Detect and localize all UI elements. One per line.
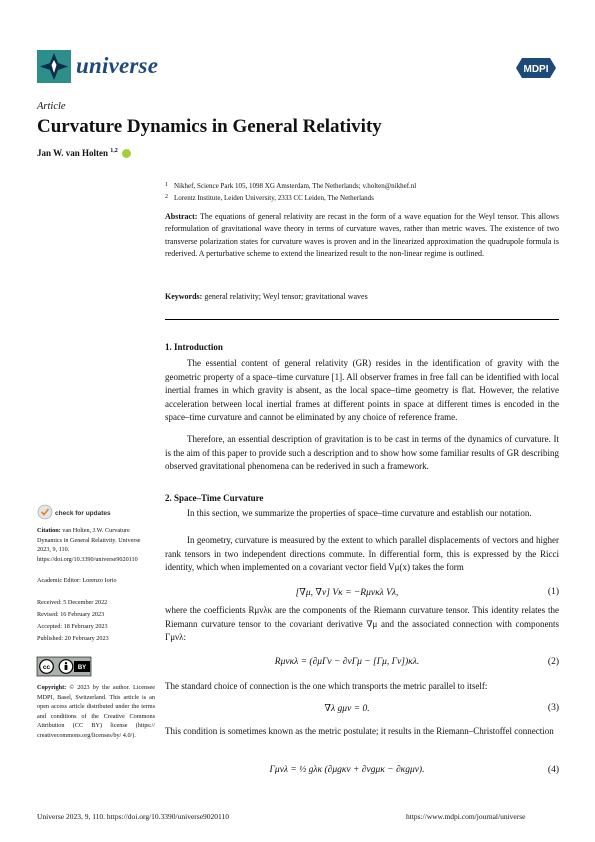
sec2-paragraph-5: This condition is sometimes known as the metric postulate; it results in the Riemann–Christoffel connection — [165, 726, 554, 736]
published-date: Published: 20 February 2023 — [37, 635, 109, 642]
author-sup: 1,2 — [110, 148, 118, 154]
keywords — [165, 292, 559, 301]
equation-3: ∇λ gμν = 0. (3) — [324, 703, 559, 714]
sec2-paragraph-4: The standard choice of connection is the one which transports the metric parallel to itself: — [165, 681, 488, 691]
copyright-label: Copyright: — [37, 684, 67, 691]
svg-text:cc: cc — [42, 664, 51, 671]
divider — [165, 319, 559, 320]
orcid-icon[interactable] — [122, 149, 131, 158]
journal-name: universe — [76, 53, 159, 78]
mdpi-logo-icon — [516, 58, 556, 78]
sec2-paragraph-3: where the coefficients Rμνλκ are the components of the Riemann curvature tensor. This identity relates the Riemann curvature tensor to the covariant derivative ∇μ and the associated connection with components Γμνλ: — [165, 605, 559, 642]
svg-text:check for updates: check for updates — [55, 510, 111, 517]
equation-1: [∇μ, ∇ν] Vκ = −Rμνκλ Vλ, (1) — [295, 587, 559, 598]
author-name: Jan W. van Holten — [37, 148, 109, 158]
cc-by-license-icon[interactable] — [37, 657, 91, 676]
copyright — [37, 683, 155, 741]
keywords-text: general relativity; Weyl tensor; gravitational waves — [204, 292, 368, 301]
keywords-label: Keywords: — [165, 292, 203, 301]
affiliation-1: 1 Nikhef, Science Park 105, 1098 XG Amsterdam, The Netherlands; v.holten@nikhef.nl — [165, 182, 417, 190]
universe-logo-icon — [37, 50, 71, 83]
revised-date: Revised: 16 February 2023 — [37, 611, 105, 618]
check-for-updates-badge[interactable] — [37, 502, 111, 522]
academic-editor: Academic Editor: Lorenzo Iorio — [37, 577, 117, 584]
accepted-date: Accepted: 18 February 2023 — [37, 623, 108, 630]
abstract — [165, 211, 559, 261]
equation-4: Γμνλ = ½ gλκ (∂μgκν + ∂νgμκ − ∂κgμν). (4) — [269, 765, 559, 775]
intro-paragraph-1: The essential content of general relativity (GR) resides in the identification of gravity with the geometric property of a space–time curvature [1]. All observer frames in free fall can be identified with local inertial frames in which gravity is absent, as the local space–time geometry is flat. However, the relative acceleration between local inertial frames at different points in space at different times is encoded in the space–time curvature and cannot be eliminated by any choice of reference frame. — [165, 358, 559, 422]
citation-text: van Holten, J.W. Curvature Dynamics in General Relativity. Universe 2023, 9, 110. https://doi.org/10.3390/universe9020110 — [37, 527, 141, 563]
page-title: Curvature Dynamics in General Relativity — [37, 116, 382, 137]
svg-text:BY: BY — [77, 665, 87, 671]
svg-text:MDPI: MDPI — [523, 64, 549, 75]
sec2-paragraph-1: In this section, we summarize the properties of space–time curvature and establish our notation. — [187, 508, 532, 518]
authors — [37, 148, 131, 158]
citation — [37, 526, 155, 564]
abstract-text: The equations of general relativity are recast in the form of a wave equation for the Weyl tensor. This allows reformulation of gravitational wave theory in terms of curvature waves, rather than metric waves. The existence of two transverse polarization states for curvature waves is proven and in the linearized approximation the quadrupole formula is rederived. A perturbative scheme to extend the linearized result to the non-linear regime is outlined. — [165, 212, 559, 259]
copyright-text: © 2023 by the author. Licensee MDPI, Basel, Switzerland. This article is an open access article distributed under the terms and conditions of the Creative Commons Attribution (CC BY) license (https:// creativecommons.org/licenses/by/ 4.0/). — [37, 684, 156, 740]
footer-journal-link[interactable]: https://www.mdpi.com/journal/universe — [406, 812, 526, 821]
article-type: Article — [37, 101, 66, 112]
citation-label: Citation: — [37, 527, 61, 534]
equation-2: Rμνκλ = (∂μΓν − ∂νΓμ − [Γμ, Γν])κλ. (2) — [274, 657, 559, 667]
affiliation-2: 2 Lorentz Institute, Leiden University, 2333 CC Leiden, The Netherlands — [165, 194, 374, 202]
abstract-label: Abstract: — [165, 212, 198, 221]
sec2-paragraph-2: In geometry, curvature is measured by the extent to which parallel displacements of vectors and higher rank tensors in two independent directions commute. In differential form, this is expressed by the Ricci identity, which when implemented on a covariant vector field Vμ(x) takes the form — [165, 535, 559, 572]
footer-citation: Universe 2023, 9, 110. https://doi.org/10.3390/universe9020110 — [37, 812, 230, 821]
section-heading-introduction: 1. Introduction — [165, 342, 223, 352]
intro-paragraph-2: Therefore, an essential description of gravitation is to be cast in terms of the dynamics of curvature. It is the aim of this paper to provide such a description and to show how some familiar results of GR describing observed gravitational phenomena can be rederived in such a framework. — [165, 434, 559, 471]
received-date: Received: 5 December 2022 — [37, 599, 108, 606]
section-heading-curvature: 2. Space–Time Curvature — [165, 493, 264, 503]
